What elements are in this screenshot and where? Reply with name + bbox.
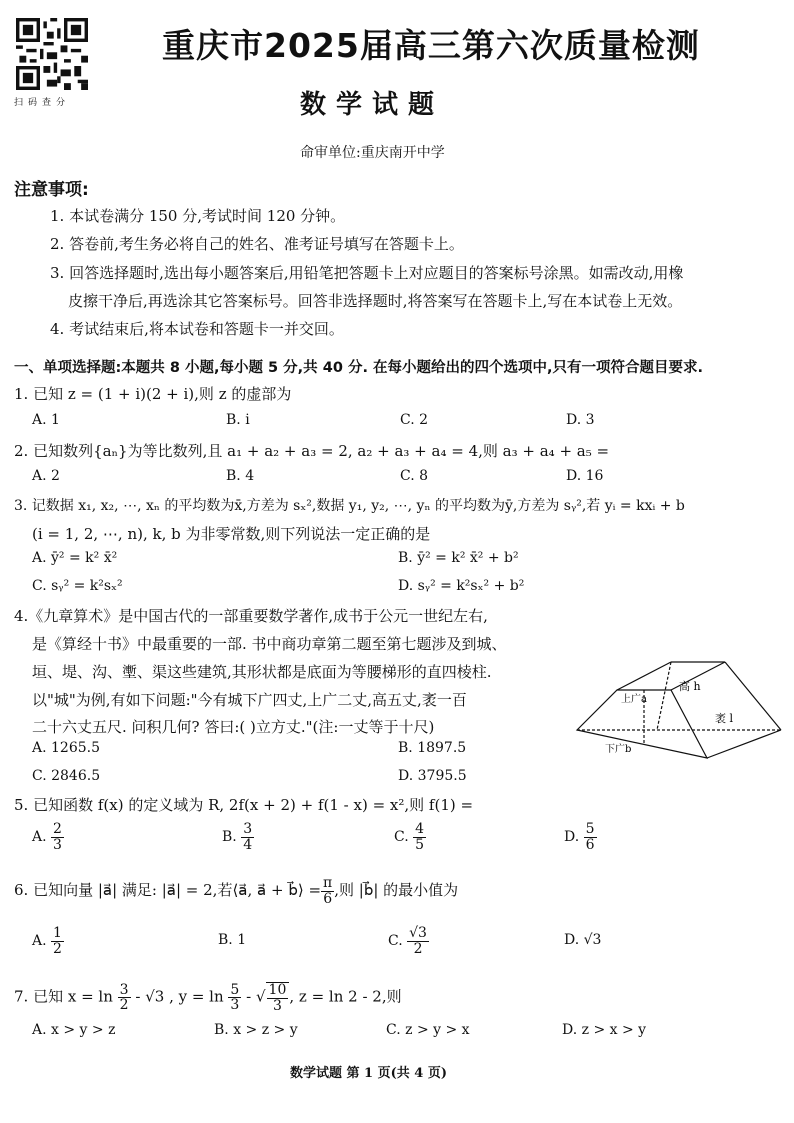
question-5-stem: 5. 已知函数 f(x) 的定义域为 R, 2f(x + 2) + f(1 - x) = x²,则 f(1) = bbox=[14, 796, 474, 814]
fig-label-length: 袤 l bbox=[715, 712, 734, 725]
exam-title: 重庆市2025届高三第六次质量检测 bbox=[162, 26, 700, 65]
fig-label-top: 上广a bbox=[621, 694, 647, 705]
q6-option-a: A. $\frac{1}{2}$ bbox=[32, 925, 62, 957]
q1-option-a: A. 1 bbox=[32, 412, 60, 428]
compiling-unit: 命审单位:重庆南开中学 bbox=[300, 145, 445, 161]
question-4-line: 垣、堤、沟、壍、渠这些建筑,其形状都是底面为等腰梯形的直四棱柱. bbox=[32, 663, 492, 681]
question-3-stem: 3. 记数据 x₁, x₂, ⋯, xₙ 的平均数为x̄,方差为 sₓ²,数据 y₁, y₂, ⋯, yₙ 的平均数为ȳ,方差为 sᵧ²,若 yᵢ = kxᵢ + b bbox=[14, 498, 685, 514]
q4-option-d: D. 3795.5 bbox=[398, 768, 467, 784]
q6-option-b: B. 1 bbox=[218, 932, 247, 948]
q7-option-b: B. x > z > y bbox=[214, 1022, 298, 1038]
q3-option-c: C. sᵧ² = k²sₓ² bbox=[32, 578, 123, 594]
q4-option-a: A. 1265.5 bbox=[32, 740, 100, 756]
notice-item: 4. 考试结束后,将本试卷和答题卡一并交回。 bbox=[50, 320, 344, 338]
fig-label-height: 高 h bbox=[679, 680, 701, 693]
q1-option-d: D. 3 bbox=[566, 412, 595, 428]
page-footer: 数学试题 第 1 页(共 4 页) bbox=[290, 1066, 448, 1081]
exam-subtitle: 数学试题 bbox=[300, 90, 445, 120]
question-3-stem-cont: (i = 1, 2, ⋯, n), k, b 为非零常数,则下列说法一定正确的是 bbox=[32, 525, 431, 543]
q2-option-b: B. 4 bbox=[226, 468, 255, 484]
q4-option-b: B. 1897.5 bbox=[398, 740, 467, 756]
question-4-line: 二十六丈五尺. 问积几何? 答曰:( )立方丈."(注:一丈等于十尺) bbox=[32, 718, 435, 736]
q3-option-d: D. sᵧ² = k²sₓ² + b² bbox=[398, 578, 525, 594]
q7-option-a: A. x > y > z bbox=[32, 1022, 116, 1038]
question-1-stem: 1. 已知 z = (1 + i)(2 + i),则 z 的虚部为 bbox=[14, 385, 292, 403]
notice-item: 3. 回答选择题时,选出每小题答案后,用铅笔把答题卡上对应题目的答案标号涂黑。如需改动,用橡 bbox=[50, 264, 684, 282]
q5-option-a: A. $\frac{2}{3}$ bbox=[32, 821, 62, 853]
q1-option-b: B. i bbox=[226, 412, 250, 428]
q7-option-d: D. z > x > y bbox=[562, 1022, 647, 1038]
section-heading: 一、单项选择题:本题共 8 小题,每小题 5 分,共 40 分. 在每小题给出的四个选项中,只有一项符合题目要求. bbox=[14, 360, 704, 376]
q2-option-a: A. 2 bbox=[32, 468, 60, 484]
question-7-stem: 7. 已知 x = ln $\frac{3}{2}$ - √3 , y = ln $\frac{5}{3}$ - √ $\frac{10}{3}$ , z = ln 2 - 2,则 bbox=[14, 981, 402, 1014]
q5-option-c: C. $\frac{4}{5}$ bbox=[394, 821, 425, 853]
q1-option-c: C. 2 bbox=[400, 412, 429, 428]
q5-option-d: D. $\frac{5}{6}$ bbox=[564, 821, 595, 853]
q7-option-c: C. z > y > x bbox=[386, 1022, 470, 1038]
q2-option-d: D. 16 bbox=[566, 468, 604, 484]
notice-item: 1. 本试卷满分 150 分,考试时间 120 分钟。 bbox=[50, 207, 346, 225]
qr-code-icon bbox=[16, 18, 88, 90]
prism-figure bbox=[575, 660, 785, 765]
q6-option-d: D. √3 bbox=[564, 932, 602, 948]
q2-option-c: C. 8 bbox=[400, 468, 429, 484]
q3-option-a: A. ȳ² = k² x̄² bbox=[32, 550, 118, 566]
fig-label-bottom: 下广b bbox=[605, 744, 632, 755]
q3-option-b: B. ȳ² = k² x̄² + b² bbox=[398, 550, 519, 566]
q4-option-c: C. 2846.5 bbox=[32, 768, 101, 784]
question-4-line: 以"城"为例,有如下问题:"今有城下广四丈,上广二丈,高五丈,袤一百 bbox=[32, 691, 467, 709]
question-2-stem: 2. 已知数列{aₙ}为等比数列,且 a₁ + a₂ + a₃ = 2, a₂ + a₃ + a₄ = 4,则 a₃ + a₄ + a₅ = bbox=[14, 442, 610, 460]
q6-option-c: C. $\frac{√3}{2}$ bbox=[388, 925, 427, 957]
qr-caption: 扫码查分 bbox=[14, 98, 71, 108]
question-4-line: 是《算经十书》中最重要的一部. 书中商功章第二题至第七题涉及到城、 bbox=[32, 635, 507, 653]
q5-option-b: B. $\frac{3}{4}$ bbox=[222, 821, 253, 853]
notice-item: 2. 答卷前,考生务必将自己的姓名、准考证号填写在答题卡上。 bbox=[50, 235, 464, 253]
notice-item: 皮擦干净后,再选涂其它答案标号。回答非选择题时,将答案写在答题卡上,写在本试卷上无效。 bbox=[68, 292, 683, 310]
question-4-line: 4.《九章算术》是中国古代的一部重要数学著作,成书于公元一世纪左右, bbox=[14, 607, 488, 625]
notice-heading: 注意事项: bbox=[14, 180, 89, 200]
question-6-stem: 6. 已知向量 |a⃗| 满足: |a⃗| = 2,若⟨a⃗, a⃗ + b⃗⟩ = $\frac{\pi}{6}$ ,则 |b⃗| 的最小值为 bbox=[14, 875, 459, 907]
